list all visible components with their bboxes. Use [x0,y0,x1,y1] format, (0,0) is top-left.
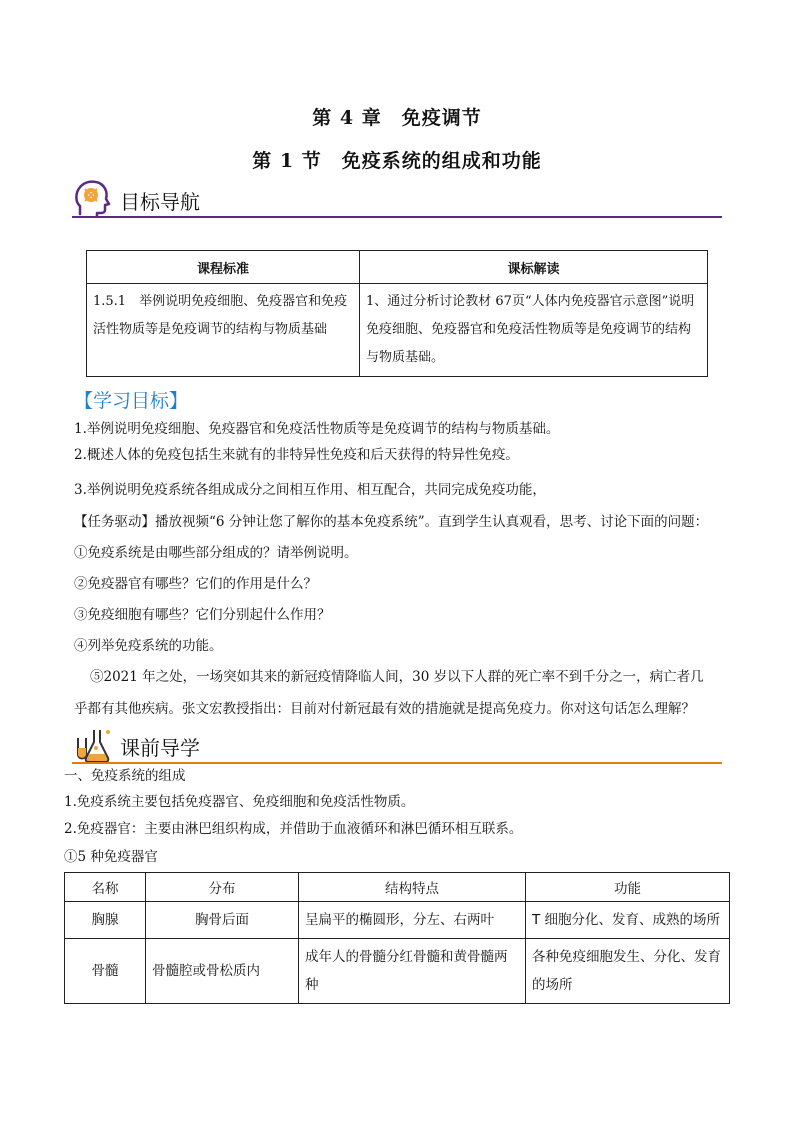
goal-item: 1.举例说明免疫细胞、免疫器官和免疫活性物质等是免疫调节的结构与物质基础。 [74,421,560,437]
organ-location-cell: 骨髓腔或骨松质内 [146,939,299,1004]
organ-name-cell: 骨髓 [65,939,146,1004]
section-header-nav [72,178,722,218]
organ-table [64,872,730,1004]
paragraph: 2.免疫器官：主要由淋巴组织构成，并借助于血液循环和淋巴循环相互联系。 [64,821,523,837]
learning-goals-tag: 【学习目标】 [74,390,189,412]
goal-item: 2.概述人体的免疫包括生来就有的非特异性免疫和后天获得的特异性免疫。 [74,447,519,463]
organ-header-location: 分布 [146,873,299,902]
section-label-nav: 目标导航 [120,190,200,214]
table-header-standard: 课程标准 [87,251,360,284]
table-row [65,902,730,939]
task-question: ③免疫细胞有哪些？它们分别起什么作用？ [74,607,331,623]
section-divider-preview [72,762,722,764]
task-question: ④列举免疫系统的功能。 [74,638,223,654]
table-header-interpretation: 课标解读 [360,251,708,284]
organ-function-cell: T 细胞分化、发育、成熟的场所 [526,902,730,939]
paragraph: 1.免疫系统主要包括免疫器官、免疫细胞和免疫活性物质。 [64,794,415,810]
subheading: 一、免疫系统的组成 [64,768,186,784]
section-label-preview: 课前导学 [120,736,200,760]
organ-structure-cell: 呈扁平的椭圆形，分左、右两叶 [299,902,526,939]
standards-table [86,250,708,377]
flask-icon [72,724,112,764]
task-question: ②免疫器官有哪些？它们的作用是什么？ [74,576,317,592]
task-question: ①免疫系统是由哪些部分组成的？请举例说明。 [74,545,358,561]
section-title: 第 1 节 免疫系统的组成和功能 [252,150,542,172]
task-question-5: ⑤2021 年之处，一场突如其来的新冠疫情降临人间，30 岁以下人群的死亡率不到千分之一，病亡者几 [90,669,704,685]
goal-item: 3.举例说明免疫系统各组成成分之间相互作用、相互配合，共同完成免疫功能， [74,482,546,498]
chapter-title: 第 4 章 免疫调节 [312,107,482,129]
task-intro: 【任务驱动】播放视频“6 分钟让您了解你的基本免疫系统”。直到学生认真观看，思考、讨论下面的问题： [74,514,709,530]
organ-name-cell: 胸腺 [65,902,146,939]
organ-header-structure: 结构特点 [299,873,526,902]
organ-header-name: 名称 [65,873,146,902]
organ-structure-cell: 成年人的骨髓分红骨髓和黄骨髓两种 [299,939,526,1004]
table-row [65,939,730,1004]
section-header-preview [72,724,722,764]
task-question-5-cont: 乎都有其他疾病。张文宏教授指出：目前对付新冠最有效的措施就是提高免疫力。你对这句话怎么理解？ [74,701,695,717]
head-brain-icon [72,178,112,218]
paragraph: ①5 种免疫器官 [64,849,158,865]
organ-location-cell: 胸骨后面 [146,902,299,939]
organ-header-function: 功能 [526,873,730,902]
section-divider-nav [72,216,722,218]
standard-cell: 1.5.1 举例说明免疫细胞、免疫器官和免疫活性物质等是免疫调节的结构与物质基础 [87,284,360,377]
organ-function-cell: 各种免疫细胞发生、分化、发育的场所 [526,939,730,1004]
interpretation-cell: 1、通过分析讨论教材 67页“人体内免疫器官示意图”说明免疫细胞、免疫器官和免疫活性物质等是免疫调节的结构与物质基础。 [360,284,708,377]
